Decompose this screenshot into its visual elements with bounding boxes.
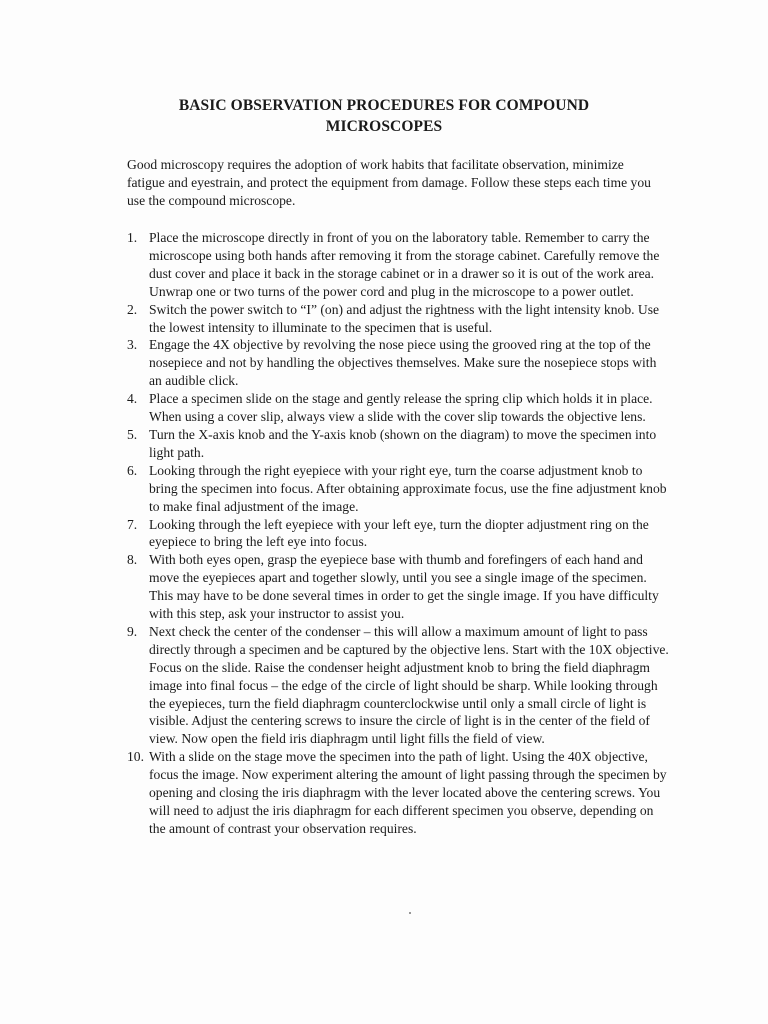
step-item bbox=[127, 516, 672, 552]
procedure-steps-list bbox=[127, 229, 672, 838]
intro-paragraph: Good microscopy requires the adoption of work habits that facilitate observation, minimize fatigue and eyestrain, and protect the equipment from damage. Follow these steps each time you use the compound microscope. bbox=[127, 157, 651, 209]
step-number: 9. bbox=[127, 623, 138, 639]
step-text: Place a specimen slide on the stage and gently release the spring clip which holds it in place. When using a cover slip, always view a slide with the cover slip towards the objective lens. bbox=[149, 391, 653, 425]
step-item bbox=[127, 551, 672, 623]
step-number: 6. bbox=[127, 462, 138, 478]
step-item bbox=[127, 229, 672, 301]
step-text: Engage the 4X objective by revolving the nose piece using the grooved ring at the top of the nosepiece and not by handling the objectives themselves. Make sure the nosepiece stops with an audible click. bbox=[149, 337, 657, 389]
step-number: 8. bbox=[127, 552, 138, 568]
step-text: Turn the X-axis knob and the Y-axis knob (shown on the diagram) to move the specimen into light path. bbox=[149, 426, 657, 460]
step-text: Looking through the left eyepiece with your left eye, turn the diopter adjustment ring on the eyepiece to bring the left eye into focus. bbox=[149, 516, 649, 550]
step-number: 10. bbox=[127, 749, 144, 765]
step-number: 1. bbox=[127, 230, 138, 245]
step-text: With both eyes open, grasp the eyepiece base with thumb and forefingers of each hand and move the eyepieces apart and together slowly, until you see a single image of the specimen. This may have to be done several times in order to get the single image. If you have difficulty with this step, ask your instructor to assist you. bbox=[149, 552, 659, 622]
step-item bbox=[127, 336, 672, 390]
step-item bbox=[127, 426, 672, 462]
step-number: 5. bbox=[127, 426, 138, 442]
title-line-2: MICROSCOPES bbox=[325, 118, 443, 135]
step-number: 4. bbox=[127, 391, 138, 407]
step-text: With a slide on the stage move the specimen into the path of light. Using the 40X objective, focus the image. Now experiment altering the amount of light passing through the specimen by opening and closing the iris diaphragm with the lever located above the centering screws. You will need to adjust the iris diaphragm for each different specimen you observe, depending on the amount of contrast your observation requires. bbox=[149, 749, 667, 836]
scan-speck bbox=[409, 912, 411, 914]
step-text: Place the microscope directly in front of you on the laboratory table. Remember to carry the microscope using both hands after removing it from the storage cabinet. Carefully remove the dust cover and place it back in the storage cabinet or in a drawer so it is out of the work area. Unwrap one or two turns of the power cord and plug in the microscope to a power outlet. bbox=[149, 230, 660, 299]
step-text: Switch the power switch to “I” (on) and adjust the rightness with the light intensity knob. Use the lowest intensity to illuminate to the specimen that is useful. bbox=[149, 301, 660, 335]
step-item bbox=[127, 390, 672, 426]
step-number: 7. bbox=[127, 516, 138, 532]
step-item bbox=[127, 301, 672, 337]
page-title bbox=[120, 95, 648, 137]
step-item bbox=[127, 462, 672, 516]
step-text: Next check the center of the condenser – this will allow a maximum amount of light to pass directly through a specimen and be captured by the objective lens. Start with the 10X objective. Focus on the slide. Raise the condenser height adjustment knob to bring the field diaphragm image into final focus – the edge of the circle of light should be sharp. While looking through the eyepieces, turn the field diaphragm counterclockwise until only a small circle of light is visible. Adjust the centering screws to insure the circle of light is in the center of the field of view. Now open the field iris diaphragm until light fills the field of view. bbox=[149, 623, 669, 747]
step-number: 2. bbox=[127, 301, 138, 317]
step-item bbox=[127, 623, 672, 748]
step-text: Looking through the right eyepiece with your right eye, turn the coarse adjustment knob to bring the specimen into focus. After obtaining approximate focus, use the fine adjustment knob to make final adjustment of the image. bbox=[149, 462, 667, 514]
step-item bbox=[127, 748, 672, 838]
step-number: 3. bbox=[127, 337, 138, 353]
title-line-1: BASIC OBSERVATION PROCEDURES FOR COMPOUND bbox=[178, 97, 590, 114]
